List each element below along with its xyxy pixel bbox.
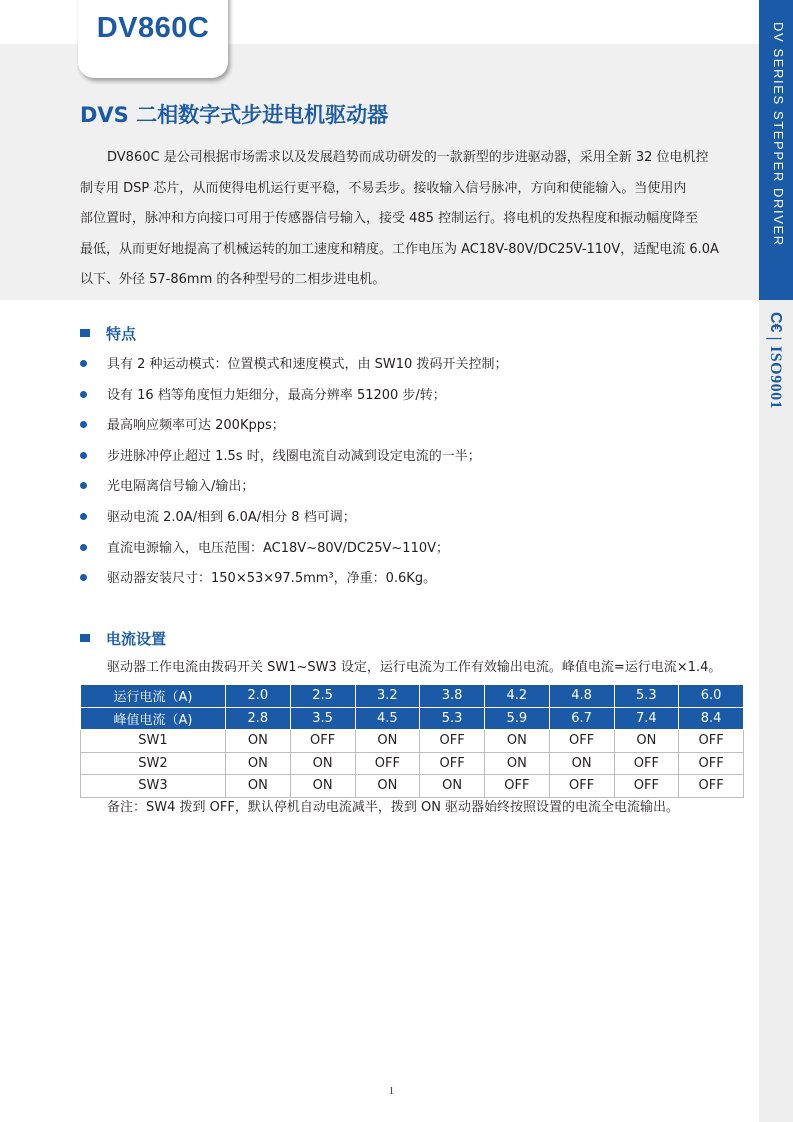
current-heading: [80, 628, 166, 649]
list-item: [80, 381, 507, 412]
table-cell: ON: [226, 752, 291, 775]
table-cell: OFF: [549, 730, 614, 753]
bullet-icon: [80, 391, 87, 398]
table-cell: 4.8: [549, 685, 614, 708]
table-cell: 6.0: [679, 685, 744, 708]
feature-text: 设有 16 档等角度恒力矩细分，最高分辨率 51200 步/转；: [107, 387, 446, 403]
table-cell: ON: [420, 775, 485, 798]
table-cell: 5.3: [420, 707, 485, 730]
table-cell: OFF: [485, 775, 550, 798]
page-number: 1: [389, 1086, 394, 1097]
row-label: 峰值电流（A): [81, 707, 226, 730]
table-cell: 2.8: [226, 707, 291, 730]
feature-text: 直流电源输入，电压范围：AC18V~80V/DC25V~110V；: [107, 540, 450, 556]
table-row: [81, 707, 744, 730]
table-cell: 8.4: [679, 707, 744, 730]
page-title: DVS 二相数字式步进电机驱动器: [80, 103, 389, 127]
intro-line: 最低，从而更好地提高了机械运转的加工速度和精度。工作电压为 AC18V-80V/DC25V-110V，适配电流 6.0A: [80, 241, 719, 257]
table-cell: ON: [226, 730, 291, 753]
table-cell: 2.0: [226, 685, 291, 708]
features-heading-label: 特点: [106, 325, 137, 343]
table-cell: ON: [355, 775, 420, 798]
series-label: DV SERIES STEPPER DRIVER: [771, 22, 786, 247]
list-item: [80, 472, 507, 503]
table-cell: ON: [549, 752, 614, 775]
features-list: [80, 350, 507, 595]
bullet-icon: [80, 482, 87, 489]
table-cell: ON: [226, 775, 291, 798]
intro-paragraph: [80, 143, 744, 296]
table-row: [81, 752, 744, 775]
intro-line: DV860C 是公司根据市场需求以及发展趋势而成功研发的一款新型的步进驱动器，采用全新 32 位电机控: [107, 150, 709, 165]
table-cell: 5.3: [614, 685, 679, 708]
table-cell: ON: [614, 730, 679, 753]
model-name: DV860C: [96, 12, 210, 44]
table-cell: OFF: [679, 752, 744, 775]
iso9001-mark: ISO9001: [767, 345, 784, 409]
table-cell: OFF: [679, 775, 744, 798]
table-cell: 3.2: [355, 685, 420, 708]
cert-separator: |: [766, 336, 784, 342]
table-cell: 6.7: [549, 707, 614, 730]
table-cell: ON: [485, 730, 550, 753]
table-cell: OFF: [614, 752, 679, 775]
table-row: [81, 775, 744, 798]
section-marker-icon: [80, 329, 90, 337]
list-item: [80, 411, 507, 442]
table-row: [81, 730, 744, 753]
table-cell: 4.5: [355, 707, 420, 730]
intro-line: 以下、外径 57-86mm 的各种型号的二相步进电机。: [80, 272, 386, 288]
list-item: [80, 350, 507, 381]
current-description: 驱动器工作电流由拨码开关 SW1~SW3 设定，运行电流为工作有效输出电流。峰值电流=运行电流×1.4。: [107, 660, 722, 675]
table-cell: OFF: [420, 730, 485, 753]
list-item: [80, 503, 507, 534]
table-cell: 2.5: [290, 685, 355, 708]
bullet-icon: [80, 574, 87, 581]
list-item: [80, 564, 507, 595]
feature-text: 驱动器安装尺寸：150×53×97.5mm³，净重：0.6Kg。: [107, 571, 437, 587]
features-heading: [80, 323, 136, 344]
table-cell: 5.9: [485, 707, 550, 730]
feature-text: 光电隔离信号输入/输出；: [107, 479, 255, 495]
table-cell: OFF: [290, 730, 355, 753]
intro-line: 部位置时，脉冲和方向接口可用于传感器信号输入，接受 485 控制运行。将电机的发热程度和振动幅度降至: [80, 211, 699, 227]
table-cell: ON: [290, 752, 355, 775]
bullet-icon: [80, 513, 87, 520]
section-marker-icon: [80, 634, 90, 642]
bullet-icon: [80, 452, 87, 459]
intro-line: 制专用 DSP 芯片，从而使得电机运行更平稳，不易丢步。接收输入信号脉冲，方向和使能输入。当使用内: [80, 180, 687, 196]
row-label: 运行电流（A): [81, 685, 226, 708]
list-item: [80, 442, 507, 473]
ce-mark-icon: C€: [767, 312, 784, 333]
row-label: SW3: [81, 775, 226, 798]
table-cell: OFF: [614, 775, 679, 798]
table-cell: ON: [290, 775, 355, 798]
table-row: [81, 685, 744, 708]
row-label: SW2: [81, 752, 226, 775]
row-label: SW1: [81, 730, 226, 753]
table-cell: OFF: [420, 752, 485, 775]
current-setting-table: [80, 684, 744, 798]
feature-text: 具有 2 种运动模式：位置模式和速度模式，由 SW10 拨码开关控制；: [107, 357, 508, 372]
list-item: [80, 534, 507, 565]
table-cell: 7.4: [614, 707, 679, 730]
table-cell: ON: [355, 730, 420, 753]
bullet-icon: [80, 421, 87, 428]
table-cell: 3.5: [290, 707, 355, 730]
table-cell: OFF: [355, 752, 420, 775]
feature-text: 步进脉冲停止超过 1.5s 时，线圈电流自动减到设定电流的一半；: [107, 448, 481, 464]
table-cell: 4.2: [485, 685, 550, 708]
table-note: 备注：SW4 拨到 OFF，默认停机自动电流减半，拨到 ON 驱动器始终按照设置的电流全电流输出。: [107, 800, 680, 815]
bullet-icon: [80, 360, 87, 367]
table-cell: OFF: [679, 730, 744, 753]
feature-text: 驱动电流 2.0A/相到 6.0A/相分 8 档可调；: [107, 509, 356, 525]
current-heading-label: 电流设置: [106, 630, 167, 648]
table-cell: OFF: [549, 775, 614, 798]
table-cell: ON: [485, 752, 550, 775]
model-tab: [78, 0, 228, 78]
bullet-icon: [80, 544, 87, 551]
certification-marks: [764, 312, 786, 462]
feature-text: 最高响应频率可达 200Kpps；: [107, 418, 285, 434]
table-cell: 3.8: [420, 685, 485, 708]
